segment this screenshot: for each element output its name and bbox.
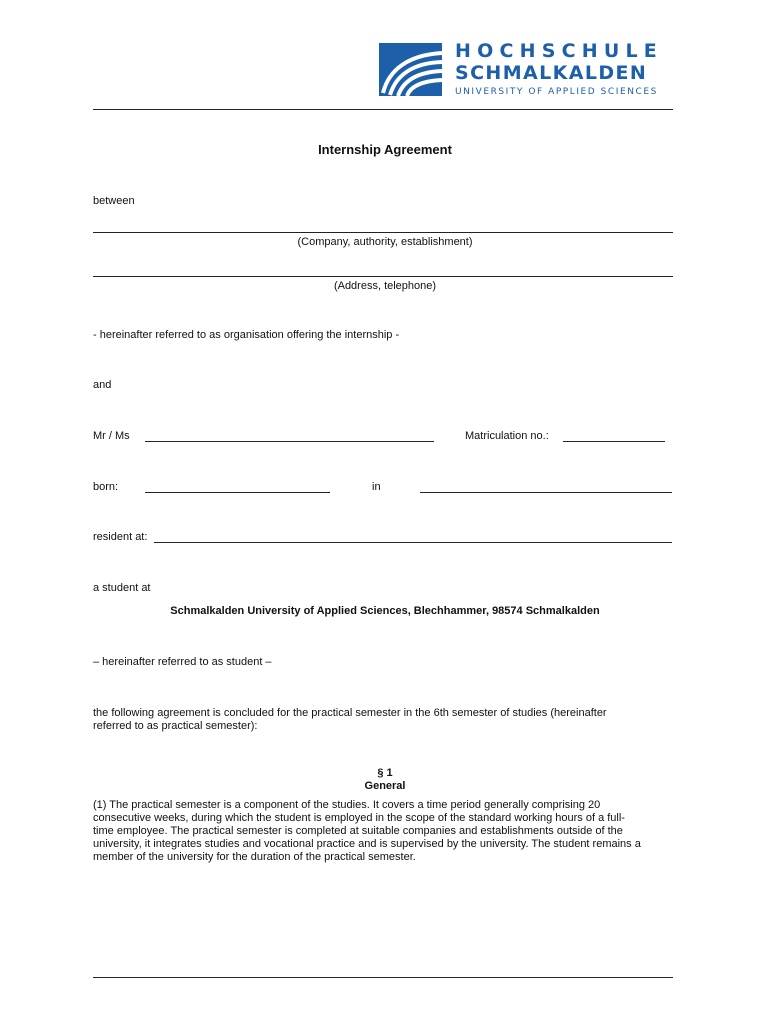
section-line-4: university, it integrates studies and vocational practice and is supervised by the university. The student remains a — [93, 838, 641, 850]
matriculation-label: Matriculation no.: — [465, 430, 549, 442]
company-caption: (Company, authority, establishment) — [297, 236, 473, 248]
logo-text-line1: HOCHSCHULE — [455, 40, 663, 62]
section-line-3: time employee. The practical semester is completed at suitable companies and establishments outside of the — [93, 825, 623, 837]
section-line-2: consecutive weeks, during which the student is employed in the scope of the standard working hours of a full- — [93, 812, 625, 824]
organisation-note: - hereinafter referred to as organisation offering the internship - — [93, 329, 400, 341]
name-field[interactable] — [145, 441, 434, 442]
address-field[interactable] — [93, 276, 673, 277]
agreement-line-2: referred to as practical semester): — [93, 720, 258, 732]
address-caption: (Address, telephone) — [333, 280, 437, 292]
section-number: § 1 — [377, 767, 393, 779]
in-label: in — [372, 481, 381, 493]
section-title: General — [364, 780, 406, 792]
and-label: and — [93, 379, 112, 391]
resident-label: resident at: — [93, 531, 148, 543]
university-name: Schmalkalden University of Applied Sciences, Blechhammer, 98574 Schmalkalden — [170, 605, 600, 617]
section-line-1: (1) The practical semester is a component of the studies. It covers a time period generally comprising 20 — [93, 799, 601, 811]
section-line-5: member of the university for the duration of the practical semester. — [93, 851, 416, 863]
header-rule — [93, 109, 673, 110]
birth-date-field[interactable] — [145, 492, 330, 493]
logo-text-line2: SCHMALKALDEN — [455, 62, 648, 84]
company-field[interactable] — [93, 232, 673, 233]
logo-text-line3: UNIVERSITY OF APPLIED SCIENCES — [455, 87, 658, 97]
student-at-label: a student at — [93, 582, 151, 594]
between-label: between — [93, 195, 135, 207]
born-label: born: — [93, 481, 119, 493]
agreement-line-1: the following agreement is concluded for the practical semester in the 6th semester of studies (hereinafter — [93, 707, 607, 719]
birth-place-field[interactable] — [420, 492, 672, 493]
resident-field[interactable] — [154, 542, 672, 543]
university-logo-icon — [379, 43, 442, 96]
student-note: – hereinafter referred to as student – — [93, 656, 272, 668]
matriculation-field[interactable] — [563, 441, 665, 442]
footer-rule — [93, 977, 673, 978]
document-title: Internship Agreement — [318, 142, 452, 157]
mr-ms-label: Mr / Ms — [93, 430, 130, 442]
